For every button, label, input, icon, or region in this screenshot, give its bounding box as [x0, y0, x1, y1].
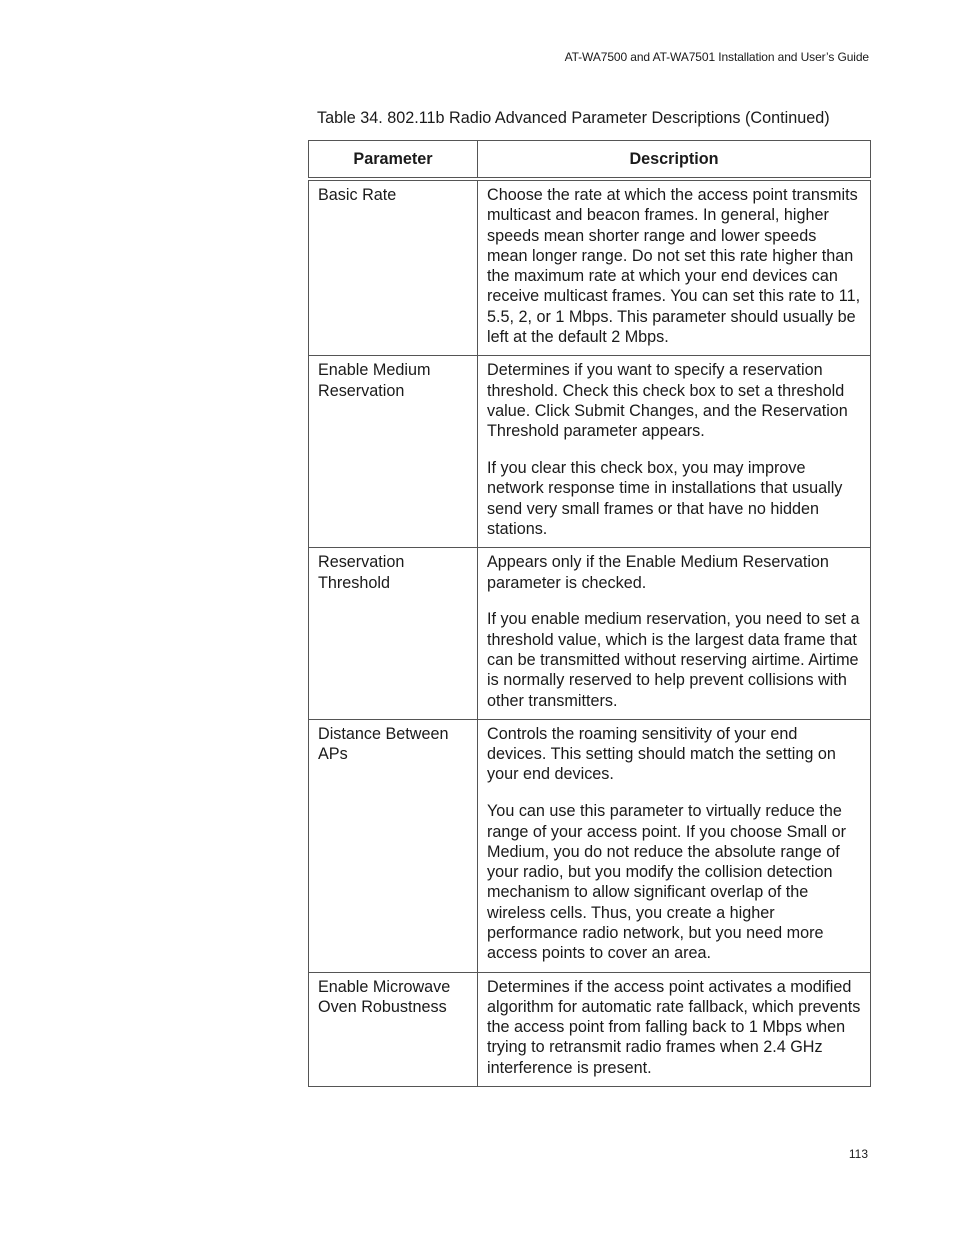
table-row [309, 356, 871, 548]
column-header-description: Description [478, 141, 871, 180]
parameter-cell: Enable Microwave Oven Robustness [309, 972, 478, 1086]
description-paragraph: Appears only if the Enable Medium Reservation parameter is checked. [487, 553, 829, 592]
description-paragraph: If you clear this check box, you may improve network response time in installations that usually send very small frames or that have no hidden stations. [487, 459, 843, 538]
page-number: 113 [848, 1147, 868, 1161]
table-row [309, 972, 871, 1086]
column-header-parameter: Parameter [309, 141, 478, 180]
description-paragraph: Determines if the access point activates a modified algorithm for automatic rate fallback, which prevents the access point from falling back to 1 Mbps when trying to retransmit radio frames when 2.4 GHz interference is present. [487, 977, 861, 1077]
parameter-cell: Enable Medium Reservation [309, 356, 478, 548]
description-paragraph: Controls the roaming sensitivity of your end devices. This setting should match the setting on your end devices. [487, 724, 836, 784]
parameter-table [308, 140, 871, 1087]
parameter-cell: Reservation Threshold [309, 548, 478, 720]
description-paragraph: You can use this parameter to virtually reduce the range of your access point. If you choose Small or Medium, you do not reduce the absolute range of your radio, but you modify the collision detection mechanism to allow significant overlap of the wireless cells. Thus, you create a higher performance radio network, but you need more access points to cover an area. [487, 802, 847, 963]
table-header-row [309, 141, 871, 180]
running-header: AT-WA7500 and AT-WA7501 Installation and User’s Guide [564, 50, 869, 64]
table-row [309, 719, 871, 972]
description-paragraph: Choose the rate at which the access point transmits multicast and beacon frames. In general, higher speeds mean shorter range and lower speeds mean longer range. Do not set this rate higher than the maximum rate at which your end devices can receive multicast frames. You can set this rate to 11, 5.5, 2, or 1 Mbps. This parameter should usually be left at the default 2 Mbps. [487, 186, 861, 347]
parameter-cell: Distance Between APs [309, 719, 478, 972]
description-cell [478, 972, 871, 1086]
description-cell [478, 179, 871, 356]
description-cell [478, 356, 871, 548]
table-row [309, 179, 871, 356]
description-cell [478, 719, 871, 972]
description-paragraph: Determines if you want to specify a reservation threshold. Check this check box to set a threshold value. Click Submit Changes, and the Reservation Threshold parameter appears. [487, 361, 848, 441]
parameter-cell: Basic Rate [309, 179, 478, 356]
table-caption: Table 34. 802.11b Radio Advanced Parameter Descriptions (Continued) [317, 109, 830, 127]
description-paragraph: If you enable medium reservation, you need to set a threshold value, which is the largest data frame that can be transmitted without reserving airtime. Airtime is normally reserved to help prevent collisions with other transmitters. [487, 610, 860, 710]
description-cell [478, 548, 871, 720]
table-row [309, 548, 871, 720]
